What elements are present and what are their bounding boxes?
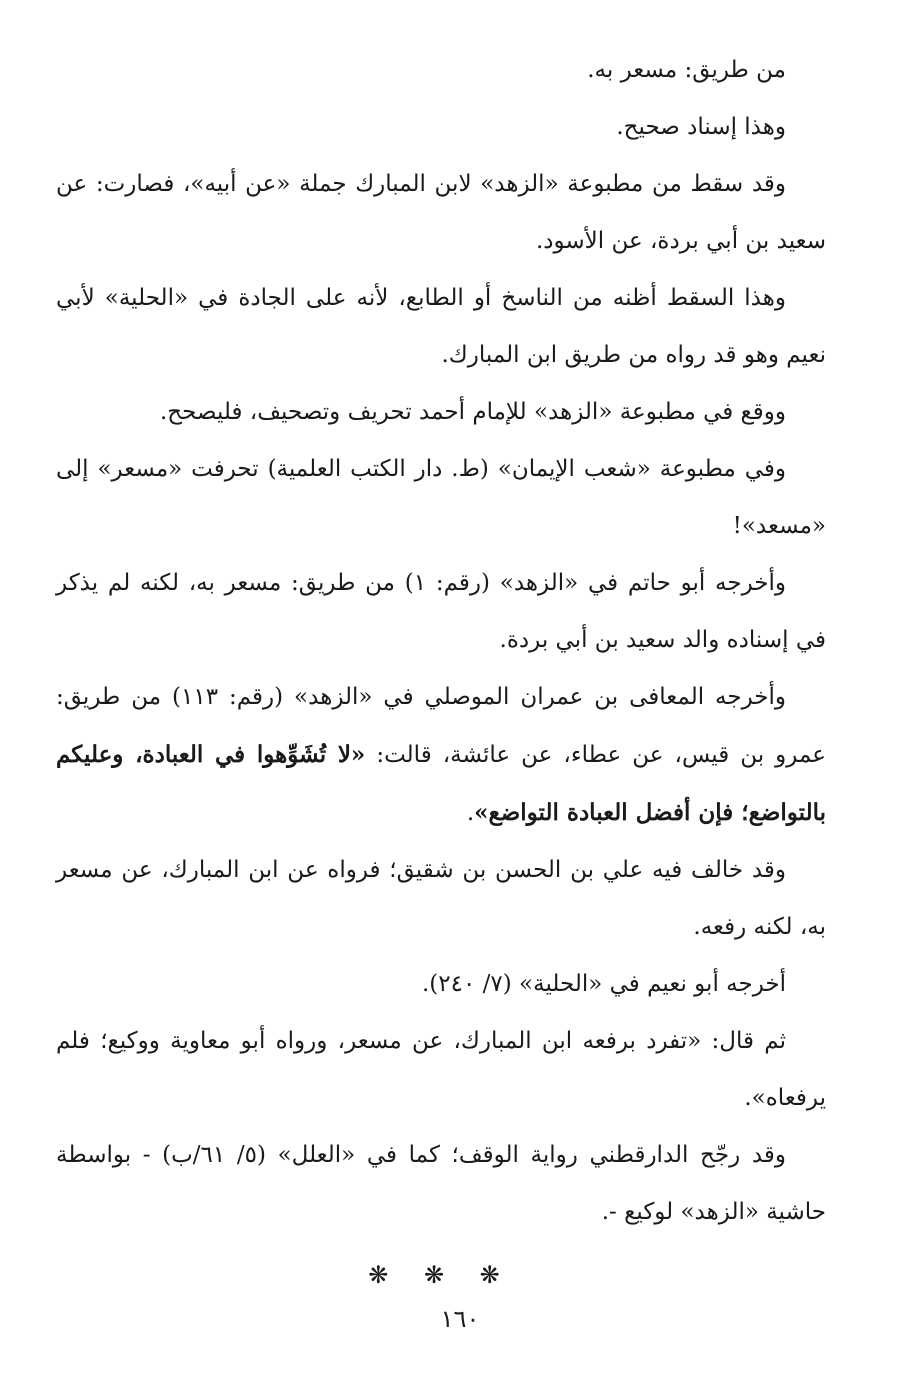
- paragraph: أخرجه أبو نعيم في «الحلية» (٧/ ٢٤٠).: [421, 971, 786, 997]
- page-body: [56, 42, 826, 1289]
- paragraph-with-quote: [56, 669, 826, 842]
- paragraph: ثم قال: «تفرد برفعه ابن المبارك، عن مسعر، ورواه أبو معاوية ووكيع؛ فلم يرفعاه».: [56, 1028, 826, 1111]
- paragraph: من طريق: مسعر به.: [587, 57, 786, 83]
- paragraph-text: وأخرجه المعافى بن عمران الموصلي في «الزهد» (رقم: ١١٣) من طريق: عمرو بن قيس، عن عطاء، عن عائشة، قالت:: [56, 684, 826, 768]
- page-number: ١٦٠: [440, 1305, 480, 1333]
- paragraph: وقد سقط من مطبوعة «الزهد» لابن المبارك جملة «عن أبيه»، فصارت: عن سعيد بن أبي بردة، عن الأسود.: [56, 171, 826, 254]
- paragraph: ووقع في مطبوعة «الزهد» للإمام أحمد تحريف وتصحيف، فليصحح.: [160, 399, 786, 425]
- paragraph: وهذا السقط أظنه من الناسخ أو الطابع، لأنه على الجادة في «الحلية» لأبي نعيم وهو قد رواه من طريق ابن المبارك.: [56, 285, 826, 368]
- paragraph-text-end: .: [466, 800, 475, 826]
- quoted-hadith: «لا تُشَوِّهوا في العبادة، وعليكم بالتواضع؛ فإن أفضل العبادة التواضع»: [56, 741, 826, 826]
- paragraph: وهذا إسناد صحيح.: [616, 114, 786, 140]
- paragraph: وقد رجّح الدارقطني رواية الوقف؛ كما في «العلل» (٥/ ٦١/ب) - بواسطة حاشية «الزهد» لوكيع -.: [56, 1142, 826, 1225]
- paragraph: وقد خالف فيه علي بن الحسن بن شقيق؛ فرواه عن ابن المبارك، عن مسعر به، لكنه رفعه.: [56, 857, 826, 940]
- paragraph: وفي مطبوعة «شعب الإيمان» (ط. دار الكتب العلمية) تحرفت «مسعر» إلى «مسعد»!: [56, 456, 826, 539]
- section-separator: ❋ ❋ ❋: [368, 1261, 514, 1289]
- paragraph: وأخرجه أبو حاتم في «الزهد» (رقم: ١) من طريق: مسعر به، لكنه لم يذكر في إسناده والد سعيد بن أبي بردة.: [56, 570, 826, 653]
